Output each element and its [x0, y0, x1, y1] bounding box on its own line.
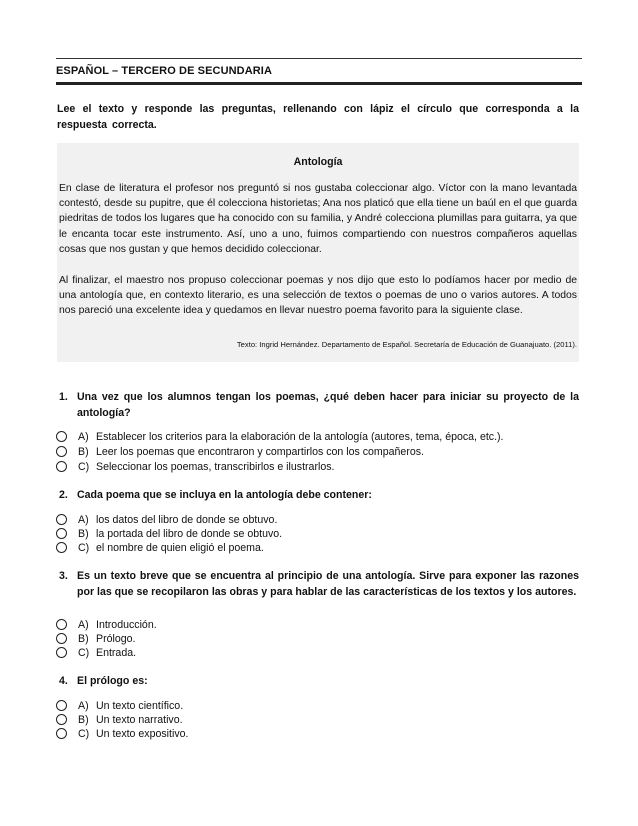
option-label: B) — [78, 528, 89, 540]
answer-circle-icon[interactable] — [56, 514, 67, 525]
question-number: 2. — [59, 489, 68, 501]
answer-circle-icon[interactable] — [56, 431, 67, 442]
answer-circle-icon[interactable] — [56, 542, 67, 553]
question-text: El prólogo es: — [77, 675, 148, 687]
option-label: C) — [78, 728, 90, 740]
option-text: el nombre de quien eligió el poema. — [96, 542, 264, 554]
question-text: Cada poema que se incluya en la antología debe contener: — [77, 489, 372, 501]
passage-source: Texto: Ingrid Hernández. Departamento de Español. Secretaría de Educación de Guanajuato. (2011). — [236, 340, 577, 349]
answer-circle-icon[interactable] — [56, 619, 67, 630]
option-label: A) — [78, 619, 89, 631]
question-text: Una vez que los alumnos tengan los poemas, ¿qué deben hacer para iniciar su proyecto de la antología? — [77, 391, 579, 419]
option-text: Un texto expositivo. — [96, 728, 189, 740]
question-text: Es un texto breve que se encuentra al principio de una antología. Sirve para exponer las razones por las que se recopilaron las obras y para hablar de las características de los textos y los autores. — [77, 570, 579, 598]
option-text: los datos del libro de donde se obtuvo. — [96, 514, 278, 526]
option-label: C) — [78, 647, 90, 659]
option-label: C) — [78, 542, 90, 554]
option-text: Leer los poemas que encontraron y compartirlos con los compañeros. — [96, 446, 424, 458]
option-label: C) — [78, 461, 90, 473]
option-text: Un texto científico. — [96, 700, 184, 712]
question-4 — [57, 673, 579, 689]
option-text: Un texto narrativo. — [96, 714, 183, 726]
question-2 — [57, 487, 579, 503]
answer-circle-icon[interactable] — [56, 647, 67, 658]
answer-circle-icon[interactable] — [56, 528, 67, 539]
option-label: B) — [78, 446, 89, 458]
option-text: la portada del libro de donde se obtuvo. — [96, 528, 283, 540]
option-text: Introducción. — [96, 619, 157, 631]
question-number: 4. — [59, 675, 68, 687]
reading-passage — [57, 143, 579, 362]
answer-circle-icon[interactable] — [56, 714, 67, 725]
answer-circle-icon[interactable] — [56, 461, 67, 472]
option-label: B) — [78, 633, 89, 645]
answer-circle-icon[interactable] — [56, 633, 67, 644]
passage-paragraph-1: En clase de literatura el profesor nos preguntó si nos gustaba coleccionar algo. Víctor con la mano levantada contestó, desde su pupitre, que él colecciona historietas; Ana nos platicó que ella tiene un baúl en el que guarda piedritas de todos los lugares que ha conocido con su familia, y André colecciona plumillas para guitarra, ya que le encanta tocar este instrumento. Así, uno a uno, fuimos compartiendo con nuestros compañeros aquellas cosas que nos gustan y que hemos decidido coleccionar. — [59, 183, 577, 255]
answer-circle-icon[interactable] — [56, 728, 67, 739]
option-label: A) — [78, 514, 89, 526]
option-text: Seleccionar los poemas, transcribirlos e ilustrarlos. — [96, 461, 335, 473]
option-text: Prólogo. — [96, 633, 136, 645]
option-label: A) — [78, 431, 89, 443]
passage-title: Antología — [293, 156, 343, 168]
question-3 — [57, 568, 579, 600]
question-1 — [57, 389, 579, 421]
option-label: B) — [78, 714, 89, 726]
instructions: Lee el texto y responde las preguntas, rellenando con lápiz el círculo que corresponda a la respuesta correcta. — [57, 103, 579, 131]
option-text: Entrada. — [96, 647, 137, 659]
passage-paragraph-2: Al finalizar, el maestro nos propuso coleccionar poemas y nos dijo que esto lo podíamos hacer por medio de una antología que, en contexto literario, es una selección de textos o poemas de uno o varios autores. A todos nos pareció una excelente idea y quedamos en llevar nuestro poema favorito para la siguiente clase. — [59, 275, 577, 317]
page-header — [56, 58, 582, 85]
question-number: 3. — [59, 570, 68, 582]
option-text: Establecer los criterios para la elaboración de la antología (autores, tema, época, etc.). — [96, 431, 504, 443]
subject-title: ESPAÑOL – TERCERO DE SECUNDARIA — [56, 65, 272, 77]
answer-circle-icon[interactable] — [56, 700, 67, 711]
option-label: A) — [78, 700, 89, 712]
answer-circle-icon[interactable] — [56, 446, 67, 457]
question-number: 1. — [59, 391, 68, 403]
